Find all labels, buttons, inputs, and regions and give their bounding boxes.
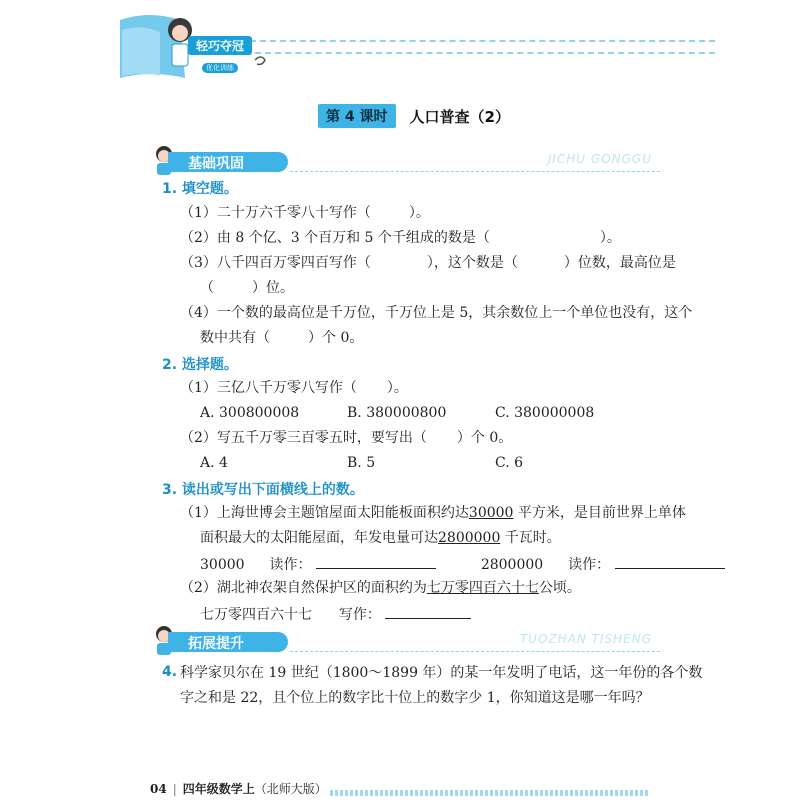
- header-dash-line: [210, 40, 715, 42]
- q3-item-1-line-1: （1）上海世博会主题馆屋面太阳能板面积约达30000 平方米，是目前世界上单体: [180, 505, 686, 521]
- book-edition: （北师大版）: [254, 782, 327, 796]
- page-number: 04: [150, 781, 167, 796]
- q2-option-a: A. 300800008: [200, 405, 300, 421]
- q1-item-2: （2）由 8 个亿、3 个百万和 5 个千组成的数是（ ）。: [180, 230, 621, 246]
- section-en-title: JICHU GONGGU: [547, 152, 652, 166]
- lesson-name: 人口普查（2）: [409, 107, 510, 126]
- q2-option-a-2: A. 4: [200, 455, 228, 471]
- q1-item-4: （4）一个数的最高位是千万位，千万位上是 5，其余数位上一个单位也没有，这个: [180, 305, 693, 321]
- q2-option-c: C. 380000008: [495, 405, 595, 421]
- q2-option-b-2: B. 5: [347, 455, 376, 471]
- footer-decoration: [330, 790, 650, 796]
- q3-item-2: （2）湖北神农架自然保护区的面积约为七万零四百六十七公顷。: [180, 580, 581, 596]
- q2-option-c-2: C. 6: [495, 455, 524, 471]
- question-3-heading: 3. 读出或写出下面横线上的数。: [162, 482, 364, 498]
- q2-option-b: B. 380000800: [347, 405, 447, 421]
- brand-title: 轻巧夺冠: [188, 36, 252, 55]
- q1-item-3: （3）八千四百万零四百写作（ ），这个数是（ ）位数，最高位是: [180, 255, 676, 271]
- q3-item-1-line-2: 面积最大的太阳能屋面，年发电量可达2800000 千瓦时。: [200, 530, 561, 546]
- q4-line-2: 字之和是 22，且个位上的数字比十位上的数字少 1，你知道这是哪一年吗？: [180, 690, 650, 706]
- q2-item-2: （2）写五千万零三百零五时，要写出（ ）个 0。: [180, 430, 513, 446]
- q3-read-row: 30000 读作： 2800000 读作：: [200, 554, 725, 574]
- section-title: 拓展提升: [188, 636, 244, 652]
- q1-item-4-cont: 数中共有（ ）个 0。: [200, 330, 364, 346]
- q2-item-1: （1）三亿八千万零八写作（ ）。: [180, 380, 408, 396]
- section-en-title: TUOZHAN TISHENG: [519, 632, 652, 646]
- lesson-title: [318, 104, 510, 128]
- question-1-heading: 1. 填空题。: [162, 181, 238, 197]
- section-extend-header: [150, 626, 660, 654]
- section-title: 基础巩固: [188, 156, 244, 172]
- brand-logo: [188, 36, 252, 72]
- page-footer: 04 | 四年级数学上 （北师大版）: [150, 781, 327, 796]
- underlined-number: 30000: [468, 505, 514, 521]
- q1-item-3-cont: （ ）位。: [200, 280, 294, 296]
- question-2-heading: 2. 选择题。: [162, 357, 238, 373]
- q1-item-1: （1）二十万六千零八十写作（ ）。: [180, 205, 430, 221]
- section-basic-header: [150, 146, 660, 174]
- underlined-number: 七万零四百六十七: [426, 580, 539, 596]
- q3-write-row: 七万零四百六十七 写作：: [200, 604, 471, 624]
- underlined-number: 2800000: [438, 530, 501, 546]
- question-4-number: 4.: [162, 664, 178, 680]
- q4-line-1: 科学家贝尔在 19 世纪（1800～1899 年）的某一年发明了电话，这一年份的各个数: [180, 665, 703, 681]
- answer-blank[interactable]: [615, 554, 725, 569]
- answer-blank[interactable]: [316, 554, 436, 569]
- header-dash-line-2: [255, 52, 715, 54]
- answer-blank[interactable]: [385, 604, 471, 619]
- brand-subtitle: 优化训练: [202, 63, 238, 73]
- lesson-badge: 第 4 课时: [318, 104, 396, 128]
- book-title: 四年级数学上: [182, 782, 255, 796]
